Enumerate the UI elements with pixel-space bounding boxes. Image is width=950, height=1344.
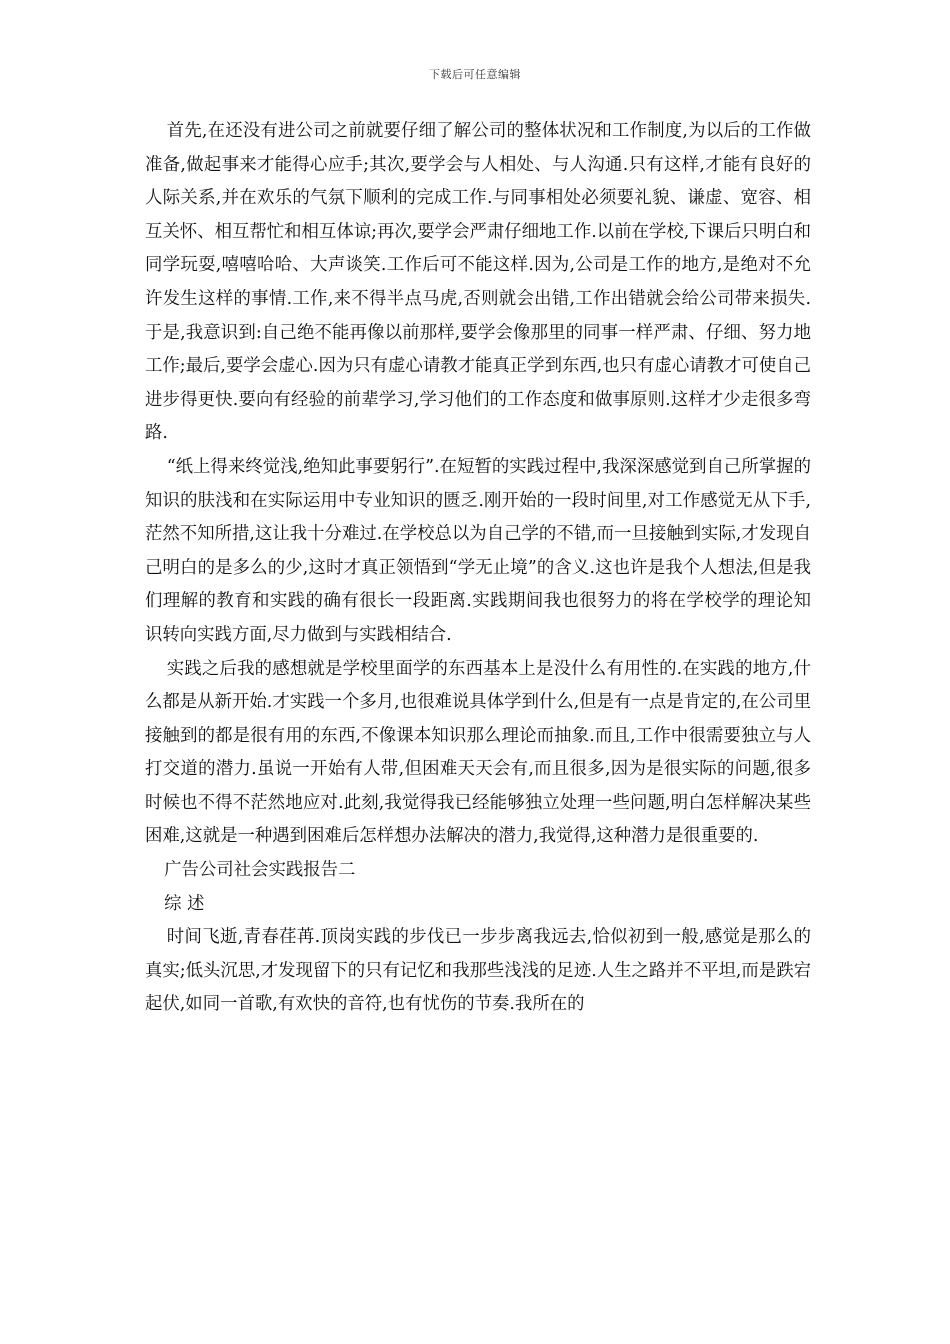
paragraph-1: 首先,在还没有进公司之前就要仔细了解公司的整体状况和工作制度,为以后的工作做准备,做起事来才能得心应手;其次,要学会与人相处、与人沟通.只有这样,才能有良好的人际关系,并在欢乐的气氛下顺利的完成工作.与同事相处必须要礼貌、谦虚、宽容、相互关怀、相互帮忙和相互体谅;再次,要学会严肃仔细地工作.以前在学校,下课后只明白和同学玩耍,嘻嘻哈哈、大声谈笑.工作后可不能这样.因为,公司是工作的地方,是绝对不允许发生这样的事情.工作,来不得半点马虎,否则就会出错,工作出错就会给公司带来损失.于是,我意识到:自己绝不能再像以前那样,要学会像那里的同事一样严肃、仔细、努力地工作;最后,要学会虚心.因为只有虚心请教才能真正学到东西,也只有虚心请教才可使自己进步得更快.要向有经验的前辈学习,学习他们的工作态度和做事原则.这样才少走很多弯路.	[145, 121, 811, 444]
section-heading-summary: 综 述	[164, 893, 205, 914]
paragraph-2: “纸上得来终觉浅,绝知此事要躬行”.在短暂的实践过程中,我深深感觉到自己所掌握的知识的肤浅和在实际运用中专业知识的匮乏.刚开始的一段时间里,对工作感觉无从下手,茫然不知所措,这让我十分难过.在学校总以为自己学的不错,而一旦接触到实际,才发现自己明白的是多么的少,这时才真正领悟到“学无止境”的含义.这也许是我个人想法,但是我们理解的教育和实践的确有很长一段距离.实践期间我也很努力的将在学校学的理论知识转向实践方面,尽力做到与实践相结合.	[145, 456, 811, 645]
paragraph-3: 实践之后我的感想就是学校里面学的东西基本上是没什么有用性的.在实践的地方,什么都是从新开始.才实践一个多月,也很难说具体学到什么,但是有一点是肯定的,在公司里接触到的都是很有用的东西,不像课本知识那么理论而抽象.而且,工作中很需要独立与人打交道的潜力.虽说一开始有人带,但困难天天会有,而且很多,因为是很实际的问题,很多时候也不得不茫然地应对.此刻,我觉得我已经能够独立处理一些问题,明白怎样解决某些困难,这就是一种遇到困难后怎样想办法解决的潜力,我觉得,这种潜力是很重要的.	[145, 658, 811, 847]
paragraph-4: 时间飞逝,青春荏苒.顶岗实践的步伐已一步步离我远去,恰似初到一般,感觉是那么的真实;低头沉思,才发现留下的只有记忆和我那些浅浅的足迹.人生之路并不平坦,而是跌宕起伏,如同一首歌,有欢快的音符,也有忧伤的节奏.我所在的	[145, 927, 811, 1015]
section-heading-report-two: 广告公司社会实践报告二	[164, 860, 356, 881]
document-body	[145, 115, 811, 1022]
page-header-note: 下载后可任意编辑	[429, 68, 521, 81]
